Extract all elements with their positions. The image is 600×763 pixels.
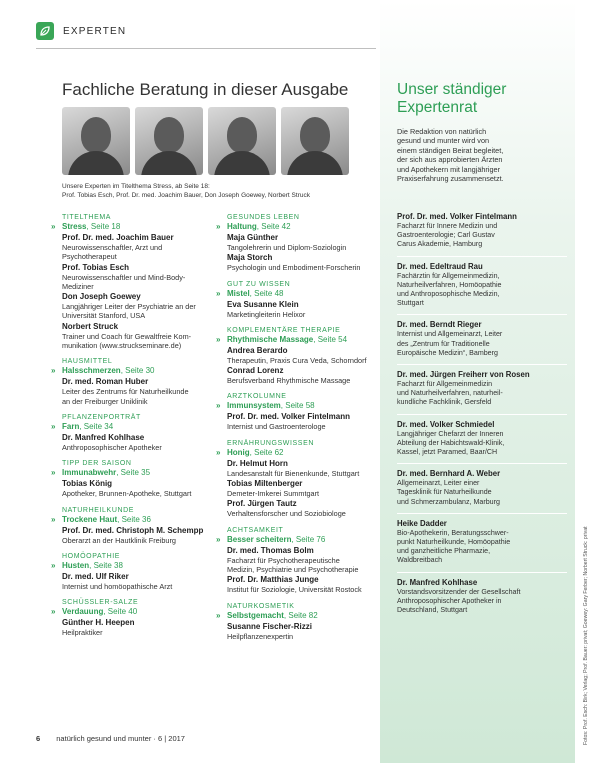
topic-name: Verdauung: [62, 607, 104, 617]
topic-link[interactable]: [51, 421, 232, 432]
section-heading: SCHÜSSLER-SALZE: [62, 599, 139, 607]
expert-description: Medizin, Psychiatrie und Psychotherapie: [227, 564, 359, 574]
expert-description: Psychotherapeut: [62, 252, 117, 262]
expert-name: Prof. Dr. Matthias Junge: [227, 575, 319, 585]
expert-entry: [227, 575, 387, 594]
expert-description: Tangolehrerin und Diplom-Soziologin: [227, 243, 347, 252]
expert-description: Neurowissenschaftler, Arzt und: [62, 243, 163, 252]
topic-name: Halsschmerzen: [62, 366, 121, 376]
expert-photo: [208, 107, 276, 175]
expert-entry: [62, 618, 232, 637]
topic-section: [51, 357, 232, 406]
expert-entry: [227, 253, 387, 272]
topic-section: [216, 602, 387, 641]
expert-entry: [227, 233, 387, 252]
expert-photos: [62, 107, 349, 175]
panel-intro: [397, 127, 567, 183]
topic-section: [216, 280, 387, 319]
topic-name: Honig: [227, 447, 250, 457]
expert-entry: [227, 412, 387, 431]
expert-name: Tobias Miltenberger: [227, 479, 303, 489]
topic-page: , Seite 35: [116, 468, 151, 478]
council-expert: [397, 364, 567, 414]
double-chevron-right-icon: »: [51, 366, 56, 376]
section-label: EXPERTEN: [63, 25, 127, 37]
council-expert-description: punkt Naturheilkunde, Homöopathie: [397, 538, 511, 547]
double-chevron-right-icon: »: [51, 514, 56, 524]
expert-name: Eva Susanne Klein: [227, 299, 299, 309]
council-expert-name: Dr. med. Jürgen Freiherr von Rosen: [397, 370, 530, 380]
expert-name: Prof. Dr. med. Volker Fintelmann: [227, 412, 350, 422]
topic-name: Rhythmische Massage: [227, 334, 314, 344]
expert-description: Demeter-Imkerei Summtgart: [227, 489, 320, 499]
panel-intro-line: Die Redaktion von natürlich: [397, 127, 487, 136]
section-heading: NATURKOSMETIK: [227, 602, 295, 610]
page-footer: [36, 734, 185, 743]
council-expert-description: Facharzt für Allgemeinmedizin: [397, 380, 493, 389]
double-chevron-right-icon: »: [216, 534, 221, 544]
topic-page: , Seite 48: [249, 288, 284, 298]
panel-title: [397, 81, 506, 117]
expert-description: Heilpflanzenexpertin: [227, 631, 294, 641]
topic-section: [216, 326, 387, 386]
expert-entry: [227, 546, 387, 575]
topic-section: [51, 552, 232, 591]
panel-title-line: Expertenrat: [397, 99, 478, 116]
expert-council-panel: [380, 0, 575, 763]
council-expert: [397, 572, 567, 622]
topic-section: [216, 213, 387, 273]
section-heading: ACHTSAMKEIT: [227, 526, 284, 534]
topic-link[interactable]: [216, 610, 387, 621]
topic-link[interactable]: [51, 607, 232, 617]
topic-page: , Seite 42: [256, 222, 291, 231]
council-expert-description: Vorstandsvorsitzender der Gesellschaft: [397, 587, 521, 596]
topic-link[interactable]: [216, 401, 387, 411]
council-expert-description: Allgemeinarzt, Leiter einer: [397, 479, 480, 488]
council-expert-description: Internist und Allgemeinarzt, Leiter: [397, 330, 503, 339]
council-expert-description: Tagesklinik für Naturheilkunde: [397, 488, 492, 497]
expert-name: Prof. Dr. med. Christoph M. Schempp: [62, 525, 204, 535]
expert-name: Dr. med. Thomas Bolm: [227, 545, 314, 555]
council-expert-description: Europäische Medizin“, Bamberg: [397, 348, 498, 357]
topic-name: Mistel: [227, 288, 250, 298]
council-expert-description: kundliche Fachklinik, Gersfeld: [397, 398, 492, 407]
topic-link[interactable]: [51, 366, 232, 376]
section-heading: KOMPLEMENTÄRE THERAPIE: [227, 326, 341, 334]
topic-link[interactable]: [216, 334, 387, 345]
council-expert-description: und Naturheilverfahren, naturheil-: [397, 389, 503, 398]
panel-expert-list: [397, 207, 567, 621]
expert-entry: [62, 377, 232, 406]
expert-description: Marketingleiterin Helixor: [227, 309, 306, 319]
expert-name: Tobias König: [62, 479, 113, 489]
expert-entry: [62, 322, 232, 351]
council-expert-description: Waldbreitbach: [397, 556, 443, 565]
expert-entry: [62, 479, 232, 498]
expert-entry: [62, 433, 232, 452]
double-chevron-right-icon: »: [216, 222, 221, 231]
panel-intro-line: gesund und munter wird von: [397, 136, 490, 146]
topics-column-left: [51, 213, 232, 644]
expert-name: Prof. Dr. med. Joachim Bauer: [62, 233, 174, 242]
expert-description: Psychologin und Embodiment-Forscherin: [227, 263, 361, 273]
double-chevron-right-icon: »: [51, 607, 56, 617]
council-expert-name: Dr. Manfred Kohlhase: [397, 577, 478, 587]
expert-entry: [227, 366, 387, 385]
council-expert-description: Facharzt für Innere Medizin und: [397, 222, 498, 230]
expert-entry: [62, 233, 232, 262]
topic-link[interactable]: [216, 288, 387, 299]
expert-name: Susanne Fischer-Rizzi: [227, 621, 312, 631]
council-expert-description: Kassel, jetzt Paramed, Baar/CH: [397, 448, 498, 457]
expert-description: Verhaltensforscher und Soziobiologe: [227, 509, 346, 519]
topic-page: , Seite 58: [280, 401, 315, 411]
topic-name: Farn: [62, 421, 80, 431]
section-heading: HAUSMITTEL: [62, 358, 113, 366]
expert-name: Maja Storch: [227, 253, 273, 263]
council-expert-description: Anthroposophischer Apotheker in: [397, 596, 502, 605]
footer-text: natürlich gesund und munter · 6 | 2017: [56, 734, 185, 743]
topic-name: Trockene Haut: [62, 514, 118, 524]
expert-name: Dr. Helmut Horn: [227, 458, 288, 468]
expert-description: Apotheker, Brunnen-Apotheke, Stuttgart: [62, 489, 192, 499]
expert-name: Conrad Lorenz: [227, 366, 284, 376]
expert-name: Prof. Jürgen Tautz: [227, 499, 297, 509]
topic-page: , Seite 18: [86, 222, 121, 231]
expert-entry: [227, 300, 387, 319]
expert-description: Berufsverband Rhythmische Massage: [227, 376, 351, 386]
topic-section: [216, 392, 387, 432]
expert-description: Oberarzt an der Hautklinik Freiburg: [62, 535, 176, 545]
council-expert: [397, 513, 567, 572]
topic-page: , Seite 36: [117, 514, 151, 524]
section-header: [36, 22, 126, 40]
page-title: Fachliche Beratung in dieser Ausgabe: [62, 80, 349, 99]
topic-name: Immunsystem: [227, 401, 281, 411]
expert-description: Internist und homöopathische Arzt: [62, 581, 173, 591]
panel-intro-line: und Apothekern mit langjähriger: [397, 164, 501, 174]
topic-name: Immunabwehr: [62, 468, 117, 478]
section-heading: TIPP DER SAISON: [62, 460, 132, 468]
expert-description: Heilpraktiker: [62, 628, 103, 638]
section-heading: ERNÄHRUNGSWISSEN: [227, 439, 314, 447]
topic-link[interactable]: [216, 447, 387, 458]
topic-page: , Seite 34: [79, 421, 114, 431]
expert-name: Prof. Tobias Esch: [62, 262, 129, 272]
council-expert-description: und Anthroposophische Medizin,: [397, 290, 500, 299]
expert-entry: [227, 459, 387, 478]
council-expert-description: Abteilung der Habichtswald-Klinik,: [397, 438, 505, 447]
topic-page: , Seite 82: [283, 610, 318, 620]
section-heading: ARZTKOLUMNE: [227, 393, 287, 401]
topic-name: Husten: [62, 560, 90, 570]
topic-page: , Seite 40: [103, 607, 138, 617]
council-expert-description: des „Zentrum für Traditionelle: [397, 339, 490, 348]
topic-link[interactable]: [51, 222, 232, 232]
topic-link[interactable]: [51, 514, 232, 525]
expert-name: Dr. med. Ulf Riker: [62, 571, 129, 581]
topic-section: [216, 439, 387, 519]
expert-entry: [62, 263, 232, 292]
expert-description: Langjähriger Leiter der Psychiatrie an der: [62, 302, 196, 312]
topic-page: , Seite 76: [291, 534, 326, 544]
expert-description: Anthroposophischer Apotheker: [62, 442, 162, 452]
double-chevron-right-icon: »: [51, 560, 56, 570]
expert-description: Landesanstalt für Bienenkunde, Stuttgart: [227, 468, 360, 478]
double-chevron-right-icon: »: [51, 421, 56, 431]
panel-intro-line: der sich aus approbierten Ärzten: [397, 155, 503, 165]
expert-description: Institut für Soziologie, Universität Rostock: [227, 585, 362, 595]
topic-name: Haltung: [227, 222, 257, 231]
council-expert: [397, 256, 567, 315]
double-chevron-right-icon: »: [216, 334, 221, 344]
double-chevron-right-icon: »: [51, 468, 56, 478]
section-heading: GESUNDES LEBEN: [227, 214, 300, 221]
expert-entry: [227, 622, 387, 641]
expert-name: Norbert Struck: [62, 321, 119, 331]
double-chevron-right-icon: »: [216, 401, 221, 411]
panel-intro-line: einem ständigen Beirat begleitet,: [397, 145, 504, 155]
section-heading: TITELTHEMA: [62, 214, 112, 221]
topic-link[interactable]: [216, 534, 387, 545]
topic-name: Selbstgemacht: [227, 610, 284, 620]
topic-page: , Seite 38: [89, 560, 123, 570]
expert-name: Günther H. Heepen: [62, 618, 135, 628]
expert-entry: [227, 479, 387, 498]
expert-description: Mediziner: [62, 281, 94, 291]
topic-section: [51, 459, 232, 499]
section-heading: NATURHEILKUNDE: [62, 506, 135, 514]
expert-entry: [62, 292, 232, 321]
council-expert-description: Fachärztin für Allgemeinmedizin,: [397, 271, 500, 280]
expert-description: Universität Stanford, USA: [62, 311, 146, 321]
leaf-icon: [36, 22, 54, 40]
expert-name: Dr. Manfred Kohlhase: [62, 432, 145, 442]
topic-link[interactable]: [216, 222, 387, 232]
expert-description: Facharzt für Psychotherapeutische: [227, 555, 340, 565]
expert-entry: [227, 499, 387, 518]
council-expert: [397, 207, 567, 256]
expert-photo: [135, 107, 203, 175]
council-expert-name: Dr. med. Edeltraud Rau: [397, 261, 483, 271]
council-expert-description: und ganzheitliche Pharmazie,: [397, 547, 491, 556]
section-heading: PFLANZENPORTRÄT: [62, 413, 141, 421]
topic-section: [216, 526, 387, 595]
double-chevron-right-icon: »: [51, 222, 56, 231]
expert-description: an der Freiburger Uniklinik: [62, 396, 148, 406]
topic-page: , Seite 54: [313, 334, 348, 344]
expert-entry: [227, 346, 387, 365]
topic-page: , Seite 30: [120, 366, 155, 376]
council-expert-name: Prof. Dr. med. Volker Fintelmann: [397, 212, 517, 221]
council-expert-name: Dr. med. Bernhard A. Weber: [397, 469, 501, 479]
expert-entry: [62, 526, 232, 545]
council-expert-description: Langjähriger Chefarzt der Inneren: [397, 429, 504, 438]
expert-name: Maja Günther: [227, 233, 279, 242]
council-expert-name: Dr. med. Volker Schmiedel: [397, 419, 495, 429]
topic-section: [51, 598, 232, 638]
double-chevron-right-icon: »: [216, 288, 221, 298]
expert-description: Trainer und Coach für Gewaltfreie Kom-: [62, 331, 192, 341]
photo-caption: [62, 182, 362, 200]
council-expert-description: Stuttgart: [397, 299, 424, 308]
expert-name: Dr. med. Roman Huber: [62, 377, 149, 387]
expert-photo: [62, 107, 130, 175]
topic-section: [51, 413, 232, 452]
topics-column-middle: [216, 213, 387, 648]
expert-description: Therapeutin, Praxis Cura Veda, Schorndorf: [227, 355, 367, 365]
council-expert-name: Dr. med. Berndt Rieger: [397, 320, 482, 330]
topic-link[interactable]: [51, 468, 232, 478]
topic-link[interactable]: [51, 560, 232, 571]
council-expert-description: und Schmerzambulanz, Marburg: [397, 497, 500, 506]
topic-page: , Seite 62: [249, 447, 284, 457]
expert-description: Internist und Gastroenterologe: [227, 422, 326, 432]
panel-title-line: Unser ständiger: [397, 81, 507, 98]
topic-section: [51, 213, 232, 351]
council-expert-description: Bio-Apothekerin, Beratungsschwer-: [397, 528, 509, 537]
expert-name: Andrea Berardo: [227, 345, 288, 355]
section-heading: HOMÖOPATHIE: [62, 552, 121, 560]
expert-name: Don Joseph Goewey: [62, 292, 141, 302]
double-chevron-right-icon: »: [216, 447, 221, 457]
council-expert-description: Gastroenterologie; Carl Gustav: [397, 231, 495, 240]
header-divider: [36, 48, 376, 49]
expert-photo: [281, 107, 349, 175]
caption-line: Prof. Tobias Esch, Prof. Dr. med. Joachim Bauer, Don Joseph Goewey, Norbert Struck: [62, 192, 310, 199]
council-expert-description: Carus Akademie, Hamburg: [397, 240, 483, 249]
topic-name: Stress: [62, 222, 87, 231]
council-expert-description: Naturheilverfahren, Homöopathie: [397, 280, 502, 289]
expert-entry: [62, 572, 232, 591]
expert-description: Neurowissenschaftler und Mind-Body-: [62, 272, 186, 282]
topic-section: [51, 506, 232, 545]
caption-line: Unsere Experten im Titelthema Stress, ab Seite 18:: [62, 183, 210, 190]
council-expert: [397, 314, 567, 364]
double-chevron-right-icon: »: [216, 610, 221, 620]
council-expert: [397, 414, 567, 464]
expert-description: Leiter des Zentrums für Naturheilkunde: [62, 387, 189, 397]
expert-description: munikation (www.struckseminare.de): [62, 341, 182, 351]
council-expert: [397, 463, 567, 513]
council-expert-description: Deutschland, Stuttgart: [397, 606, 468, 615]
topic-name: Besser scheitern: [227, 534, 292, 544]
page-number: 6: [36, 734, 41, 743]
photo-credit: Fotos: Prof. Esch: Birk; Verlag; Prof. Bauer: privat; Goewey: Gary Ferber; Norbert Struck: privat: [583, 526, 589, 745]
panel-intro-line: Praxiserfahrung zusammensetzt.: [397, 174, 504, 184]
council-expert-name: Heike Dadder: [397, 518, 447, 528]
section-heading: GUT ZU WISSEN: [227, 280, 291, 288]
